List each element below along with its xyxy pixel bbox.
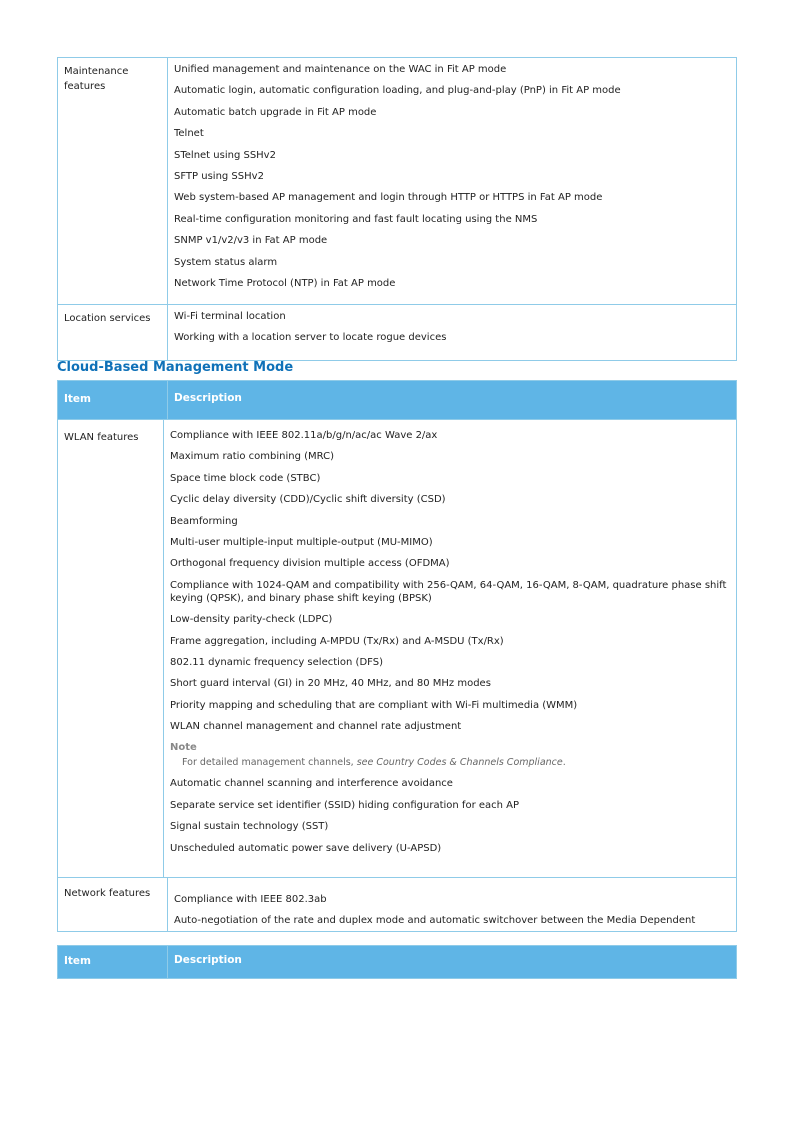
list-item: Unified management and maintenance on the WAC in Fit AP mode bbox=[174, 64, 507, 75]
list-item: 802.11 dynamic frequency selection (DFS) bbox=[170, 656, 383, 668]
header-item: Item bbox=[58, 946, 168, 978]
list-item: STelnet using SSHv2 bbox=[174, 149, 276, 161]
list-item: Beamforming bbox=[170, 515, 238, 527]
list-item: Compliance with IEEE 802.3ab bbox=[174, 894, 327, 905]
table-row bbox=[58, 877, 736, 931]
list-item: Orthogonal frequency division multiple access (OFDMA) bbox=[170, 558, 450, 570]
table-row bbox=[58, 304, 736, 360]
list-item: System status alarm bbox=[174, 256, 278, 268]
description-cell bbox=[168, 305, 736, 360]
list-item: Auto-negotiation of the rate and duplex mode and automatic switchover between the Media Dependent bbox=[174, 915, 696, 927]
list-item: Real-time configuration monitoring and fast fault locating using the NMS bbox=[174, 213, 538, 225]
list-item: SFTP using SSHv2 bbox=[174, 170, 264, 182]
list-item: SNMP v1/v2/v3 in Fat AP mode bbox=[174, 235, 328, 247]
continued-table bbox=[57, 945, 737, 979]
list-item: Signal sustain technology (SST) bbox=[170, 821, 329, 833]
note-title: Note bbox=[170, 742, 197, 754]
list-item: Working with a location server to locate rogue devices bbox=[174, 332, 447, 344]
list-item: Maximum ratio combining (MRC) bbox=[170, 451, 335, 463]
header-description: Description bbox=[174, 392, 242, 404]
note-text-suffix: . bbox=[562, 757, 566, 769]
item-cell: Location services bbox=[58, 305, 168, 360]
list-item: Wi-Fi terminal location bbox=[174, 311, 286, 322]
list-item: Cyclic delay diversity (CDD)/Cyclic shift diversity (CSD) bbox=[170, 494, 446, 506]
list-item: Compliance with IEEE 802.11a/b/g/n/ac/ac Wave 2/ax bbox=[170, 430, 438, 441]
item-cell: Network features bbox=[58, 878, 168, 931]
item-cell: WLAN features bbox=[58, 420, 164, 877]
note-text-prefix: For detailed management channels, bbox=[182, 757, 357, 769]
table-row bbox=[58, 58, 736, 304]
description-cell bbox=[164, 420, 736, 877]
list-item: WLAN channel management and channel rate adjustment bbox=[170, 721, 462, 733]
list-item: Frame aggregation, including A-MPDU (Tx/Rx) and A-MSDU (Tx/Rx) bbox=[170, 635, 504, 647]
header-item: Item bbox=[58, 381, 168, 419]
list-item: Web system-based AP management and login through HTTP or HTTPS in Fat AP mode bbox=[174, 192, 603, 204]
list-item: Telnet bbox=[174, 128, 204, 140]
note-reference-link[interactable]: see Country Codes & Channels Compliance bbox=[356, 757, 563, 769]
list-item: Short guard interval (GI) in 20 MHz, 40 MHz, and 80 MHz modes bbox=[170, 678, 491, 690]
description-cell bbox=[168, 878, 736, 931]
table-header bbox=[58, 946, 736, 978]
list-item: Space time block code (STBC) bbox=[170, 472, 321, 484]
list-item: Unscheduled automatic power save delivery (U-APSD) bbox=[170, 842, 442, 854]
table-header bbox=[58, 381, 736, 419]
list-item: Priority mapping and scheduling that are compliant with Wi-Fi multimedia (WMM) bbox=[170, 699, 578, 711]
list-item: Separate service set identifier (SSID) hiding configuration for each AP bbox=[170, 799, 520, 811]
cloud-features-table bbox=[57, 380, 737, 932]
section-title: Cloud-Based Management Mode bbox=[57, 360, 294, 375]
maintenance-table bbox=[57, 57, 737, 361]
description-cell bbox=[168, 58, 736, 304]
list-item: Multi-user multiple-input multiple-output (MU-MIMO) bbox=[170, 536, 433, 548]
note-text bbox=[182, 756, 730, 769]
list-item: Automatic batch upgrade in Fit AP mode bbox=[174, 106, 377, 118]
list-item: Automatic channel scanning and interference avoidance bbox=[170, 778, 453, 790]
list-item: Network Time Protocol (NTP) in Fat AP mode bbox=[174, 277, 396, 289]
item-cell: Maintenance features bbox=[58, 58, 168, 304]
list-item: Automatic login, automatic configuration loading, and plug-and-play (PnP) in Fit AP mode bbox=[174, 85, 621, 97]
header-description: Description bbox=[174, 954, 242, 966]
list-item: Low-density parity-check (LDPC) bbox=[170, 614, 333, 626]
table-row bbox=[58, 419, 736, 877]
list-item: Compliance with 1024-QAM and compatibility with 256-QAM, 64-QAM, 16-QAM, 8-QAM, quadrature phase shift keying (QPSK), and binary phase shift keying (BPSK) bbox=[170, 579, 727, 604]
